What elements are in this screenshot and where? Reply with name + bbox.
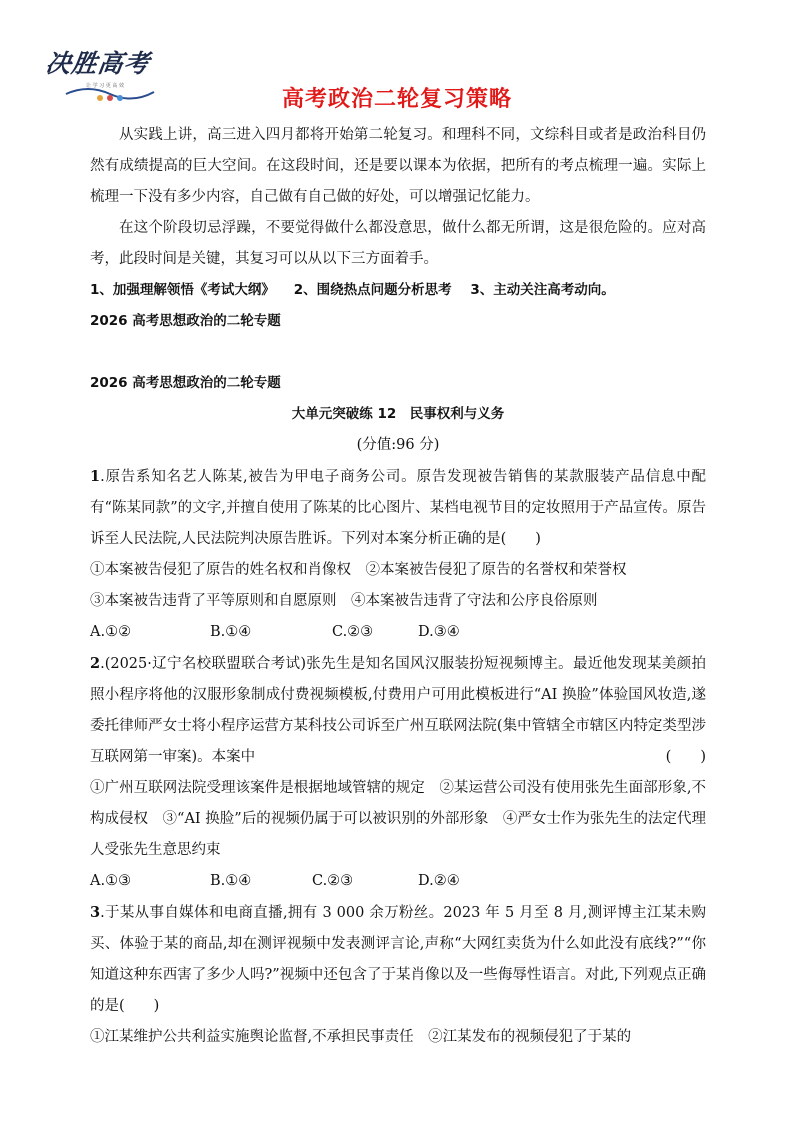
option-d[interactable]: D.③④ [418,624,460,640]
question-stem: 3.于某从事自媒体和电商直播,拥有 3 000 余万粉丝。2023 年 5 月至 8 月,测评博主江某未购买、体验于某的商品,却在测评视频中发表测评言论,声称“大网红卖货为什么如此没有底线?”“你知道这种东西害了多少人吗?”视频中还包含了于某肖像以及一些侮辱性语言。对此,下列观点正确的是( ) [90,904,706,1014]
statement-block: ①广州互联网法院受理该案件是根据地域管辖的规定 ②某运营公司没有使用张先生面部形象,不构成侵权 ③“AI 换脸”后的视频仍属于可以被识别的外部形象 ④严女士作为张先生的法定代理人受张先生意思约束 [90,780,706,858]
logo-subtext: 让 学 习 更 高 效 [86,83,124,89]
exercise-title: 大单元突破练 12 民事权利与义务 [291,406,505,422]
option-b[interactable]: B.①④ [210,873,252,889]
question-2 [90,648,706,897]
question-3 [90,897,706,1053]
answer-options [90,617,706,648]
question-1 [90,461,706,648]
option-a[interactable]: A.①③ [90,873,132,889]
document-body [90,120,706,1053]
question-number: 2 [90,655,101,672]
question-number: 1 [90,468,101,485]
exercise-score: (分值:96 分) [356,437,440,453]
intro-paragraph-2: 在这个阶段切忌浮躁，不要觉得做什么都没意思，做什么都无所谓，这是很危险的。应对高考，此段时间是关键，其复习可以从以下三方面着手。 [90,220,706,267]
strategy-points: 1、加强理解领悟《考试大纲》 2、围绕热点问题分析思考 3、主动关注高考动向。 [90,282,615,298]
answer-blank: ( ) [665,749,706,765]
section-heading-1: 2026 高考思想政治的二轮专题 [90,313,281,329]
intro-paragraph-1: 从实践上讲，高三进入四月都将开始第二轮复习。和理科不同，文综科目或者是政治科目仍然有成绩提高的巨大空间。在这段时间，还是要以课本为依据，把所有的考点梳理一遍。实际上梳理一下没有多少内容，自己做有自己做的好处，可以增强记忆能力。 [90,127,706,205]
question-number: 3 [90,904,101,921]
statement-line: ③本案被告违背了平等原则和自愿原则 ④本案被告违背了守法和公序良俗原则 [90,593,598,609]
question-stem: 1.原告系知名艺人陈某,被告为甲电子商务公司。原告发现被告销售的某款服装产品信息中配有“陈某同款”的文字,并擅自使用了陈某的比心图片、某档电视节目的定妆照用于产品宣传。原告诉至人民法院,人民法院判决原告胜诉。下列对本案分析正确的是( ) [90,468,706,547]
option-c[interactable]: C.②③ [332,624,374,640]
option-c[interactable]: C.②③ [312,873,354,889]
question-stem: 2.(2025·辽宁名校联盟联合考试)张先生是知名国风汉服装扮短视频博主。最近他发现某美颜拍照小程序将他的汉服形象制成付费视频模板,付费用户可用此模板进行“AI 换脸”体验国风妆造,遂委托律师严女士将小程序运营方某科技公司诉至广州互联网法院(集中管辖全市辖区内特定类型涉互联网第一审案)。本案中 ( ) [90,648,706,773]
statement-line: ①本案被告侵犯了原告的姓名权和肖像权 ②本案被告侵犯了原告的名誉权和荣誉权 [90,562,627,578]
answer-options [90,866,706,897]
option-a[interactable]: A.①② [90,624,132,640]
option-d[interactable]: D.②④ [418,873,460,889]
section-heading-2: 2026 高考思想政治的二轮专题 [90,375,281,391]
statement-line: ①江某维护公共利益实施舆论监督,不承担民事责任 ②江某发布的视频侵犯了于某的 [90,1029,632,1045]
page-title: 高考政治二轮复习策略 [281,87,512,112]
option-b[interactable]: B.①④ [210,624,252,640]
logo-text: 决胜高考 [43,49,152,78]
